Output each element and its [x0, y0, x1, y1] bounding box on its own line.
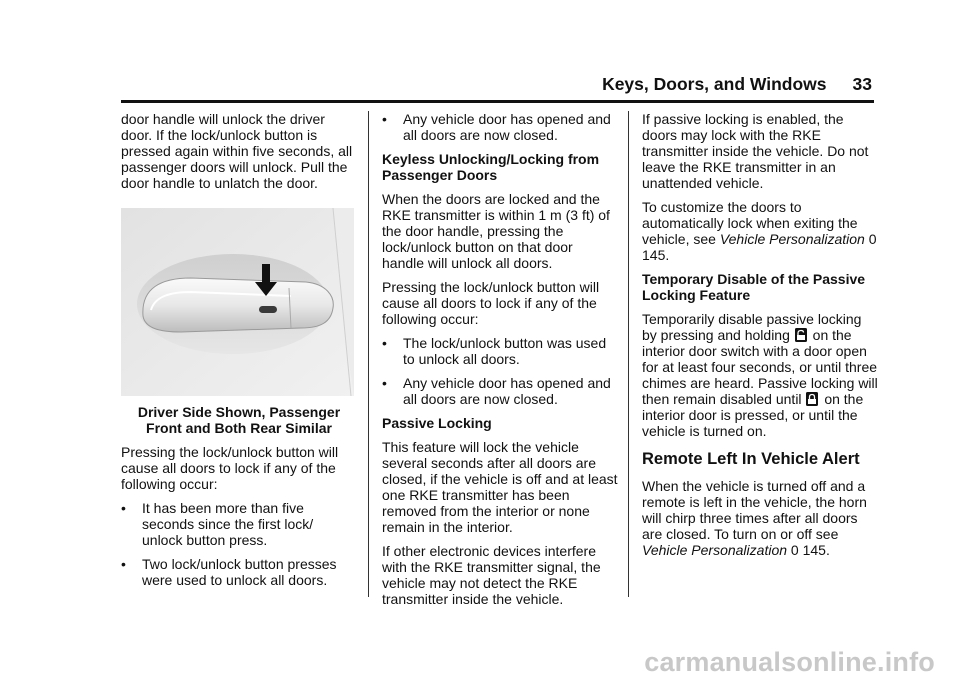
col2-paragraph: If other electronic devices interfere with the RKE transmitter signal, the vehicle may not detect the RKE transmitter inside the vehicle. — [382, 543, 601, 607]
column-divider-1 — [368, 111, 369, 597]
unlock-icon — [795, 328, 807, 342]
column-2 — [382, 111, 618, 615]
section-title: Keys, Doors, and Windows — [602, 74, 827, 94]
list-item: • The lock/unlock button was used to unlock all doors. — [382, 335, 607, 367]
subheading-keyless: Keyless Unlocking/Locking from Passenger Doors — [382, 151, 600, 183]
figure-caption: Driver Side Shown, Passenger Front and Both Rear Similar — [137, 404, 341, 436]
column-divider-2 — [628, 111, 629, 597]
subheading-passive-locking: Passive Locking — [382, 415, 492, 431]
subheading-temporary-disable: Temporary Disable of the Passive Locking Feature — [642, 271, 866, 303]
page-reference: 0 145 — [790, 542, 826, 558]
list-item: • Any vehicle door has opened and all doors are now closed. — [382, 111, 611, 143]
col2-paragraph: This feature will lock the vehicle several seconds after all doors are closed, if the vehicle is off and at least one RKE transmitter has been removed from the interior or none remain in the interior. — [382, 439, 618, 535]
column-3 — [642, 111, 878, 566]
col2-paragraph: When the doors are locked and the RKE transmitter is within 1 m (3 ft) of the door handle, pressing the lock/unlock button on that door handle will unlock all doors. — [382, 191, 610, 271]
cross-reference-link[interactable]: Vehicle Personalization — [719, 231, 865, 247]
column-1 — [121, 111, 357, 596]
section-heading-remote-alert: Remote Left In Vehicle Alert — [642, 450, 860, 468]
list-item: • It has been more than five seconds since the first lock/ unlock button press. — [121, 500, 314, 548]
running-header — [0, 74, 872, 94]
col3-paragraph: If passive locking is enabled, the doors may lock with the RKE transmitter inside the vehicle. Do not leave the RKE transmitter in an unattended vehicle. — [642, 111, 869, 191]
col3-paragraph: To customize the doors to automatically lock when exiting the vehicle, see Vehicle Personalization 0 145. — [642, 199, 877, 263]
col3-paragraph: Temporarily disable passive locking by pressing and holding on the interior door switch with a door open for at least four seconds, or until three chimes are heard. Passive locking will then remain disabled until on the interior door is pressed, or until the vehicle is turned on. — [642, 311, 878, 439]
cross-reference-link[interactable]: Vehicle Personalization — [642, 542, 788, 558]
door-handle-illustration — [121, 208, 354, 396]
col3-paragraph: When the vehicle is turned off and a remote is left in the vehicle, the horn will chirp three times after all doors are closed. To turn on or off see Vehicle Personalization 0 145. — [642, 478, 867, 558]
watermark: carmanualsonline.info — [644, 647, 935, 677]
col1-paragraph: Pressing the lock/unlock button will cause all doors to lock if any of the following occur: — [121, 444, 339, 492]
col1-intro: door handle will unlock the driver door. If the lock/unlock button is pressed again within five seconds, all passenger doors will unlock. Pull the door handle to unlatch the door. — [121, 111, 353, 191]
page-reference: 0 145 — [642, 231, 877, 263]
col2-paragraph: Pressing the lock/unlock button will cause all doors to lock if any of the following occur: — [382, 279, 600, 327]
lock-icon — [806, 392, 818, 406]
header-rule — [121, 100, 874, 103]
list-item: • Any vehicle door has opened and all doors are now closed. — [382, 375, 611, 407]
list-item: • Two lock/unlock button presses were used to unlock all doors. — [121, 556, 337, 588]
page-number: 33 — [852, 74, 872, 94]
